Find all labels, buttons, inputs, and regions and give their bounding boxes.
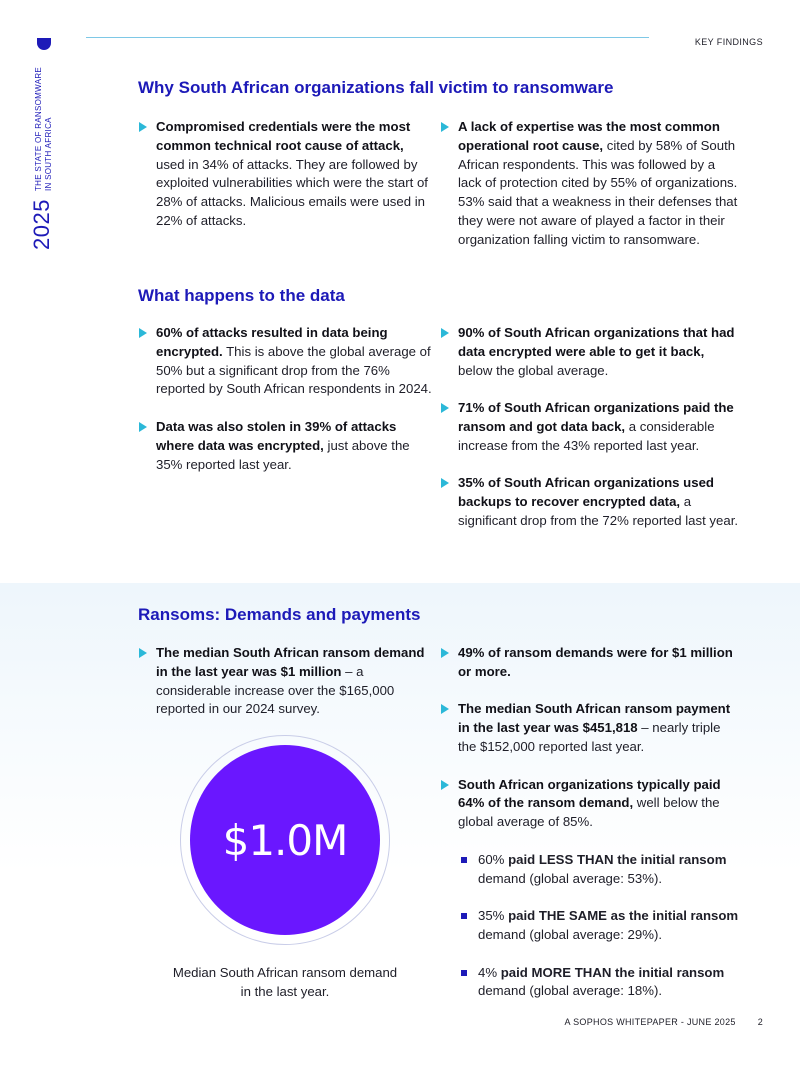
- arrow-bullet-icon: [441, 122, 449, 132]
- heading-why: Why South African organizations fall victim to ransomware: [138, 78, 614, 97]
- top-rule: [86, 37, 649, 38]
- sub-list-item: 4% paid MORE THAN the initial ransom demand (global average: 18%).: [442, 964, 740, 1002]
- arrow-bullet-icon: [441, 403, 449, 413]
- square-bullet-icon: [461, 913, 467, 919]
- arrow-bullet-icon: [441, 704, 449, 714]
- list-item: 35% of South African organizations used backups to recover encrypted data, a significant drop from the 72% reported last year.: [440, 474, 740, 530]
- footer-label: A SOPHOS WHITEPAPER - JUNE 2025: [564, 1017, 736, 1027]
- list-item: The median South African ransom payment in the last year was $451,818 – nearly triple the $152,000 reported last year.: [440, 700, 740, 756]
- sub-list-item: 35% paid THE SAME as the initial ransom demand (global average: 29%).: [442, 907, 740, 945]
- median-demand-circle: [190, 745, 380, 935]
- median-demand-value: $1.0M: [222, 815, 348, 865]
- page-footer: [565, 1017, 764, 1027]
- side-running-title: [31, 67, 53, 250]
- arrow-bullet-icon: [139, 122, 147, 132]
- ransoms-right-column: [440, 644, 740, 1020]
- list-item: 49% of ransom demands were for $1 million or more.: [440, 644, 740, 682]
- arrow-bullet-icon: [441, 328, 449, 338]
- why-left-column: [138, 118, 433, 250]
- heading-data: What happens to the data: [138, 286, 345, 305]
- list-item: The median South African ransom demand in the last year was $1 million – a considerable increase over the $165,000 reported in our 2024 survey.: [138, 644, 433, 719]
- data-right-column: [440, 324, 740, 550]
- median-demand-caption: Median South African ransom demand in the last year.: [172, 965, 398, 999]
- list-item: A lack of expertise was the most common operational root cause, cited by 58% of South African respondents. This was followed by a lack of protection cited by 55% of organizations. 53% said that a weakness in their defenses that they were not aware of played a factor in their organization falling victim to ransomware.: [440, 118, 740, 250]
- why-right-column: [440, 118, 740, 268]
- side-year: 2025: [29, 199, 54, 250]
- ransoms-left-column: [138, 644, 433, 738]
- square-bullet-icon: [461, 857, 467, 863]
- arrow-bullet-icon: [139, 648, 147, 658]
- side-title-line1: THE STATE OF RANSOMWARE: [34, 66, 43, 192]
- section-label: KEY FINDINGS: [694, 37, 763, 47]
- arrow-bullet-icon: [441, 648, 449, 658]
- data-left-column: [138, 324, 433, 493]
- list-item: 90% of South African organizations that had data encrypted were able to get it back, below the global average.: [440, 324, 740, 380]
- arrow-bullet-icon: [441, 478, 449, 488]
- list-item: Data was also stolen in 39% of attacks where data was encrypted, just above the 35% reported last year.: [138, 418, 433, 474]
- list-item: 60% of attacks resulted in data being encrypted. This is above the global average of 50% but a significant drop from the 76% reported by South African respondents in 2024.: [138, 324, 433, 399]
- list-item: Compromised credentials were the most common technical root cause of attack, used in 34% of attacks. They are followed by exploited vulnerabilities which were the start of 28% of attacks. Malicious emails were used in 22% of attacks.: [138, 118, 433, 231]
- arrow-bullet-icon: [139, 328, 147, 338]
- arrow-bullet-icon: [441, 780, 449, 790]
- square-bullet-icon: [461, 970, 467, 976]
- side-title-line2: IN SOUTH AFRICA: [43, 117, 53, 192]
- side-title: [34, 67, 53, 191]
- heading-ransoms: Ransoms: Demands and payments: [138, 605, 421, 624]
- list-item: 71% of South African organizations paid the ransom and got data back, a considerable increase from the 43% reported last year.: [440, 399, 740, 455]
- sub-list-item: 60% paid LESS THAN the initial ransom demand (global average: 53%).: [442, 851, 740, 889]
- bookmark-tab-icon: [37, 38, 51, 50]
- page-number: 2: [757, 1017, 763, 1027]
- list-item: South African organizations typically paid 64% of the ransom demand, well below the global average of 85%.: [440, 776, 740, 832]
- arrow-bullet-icon: [139, 422, 147, 432]
